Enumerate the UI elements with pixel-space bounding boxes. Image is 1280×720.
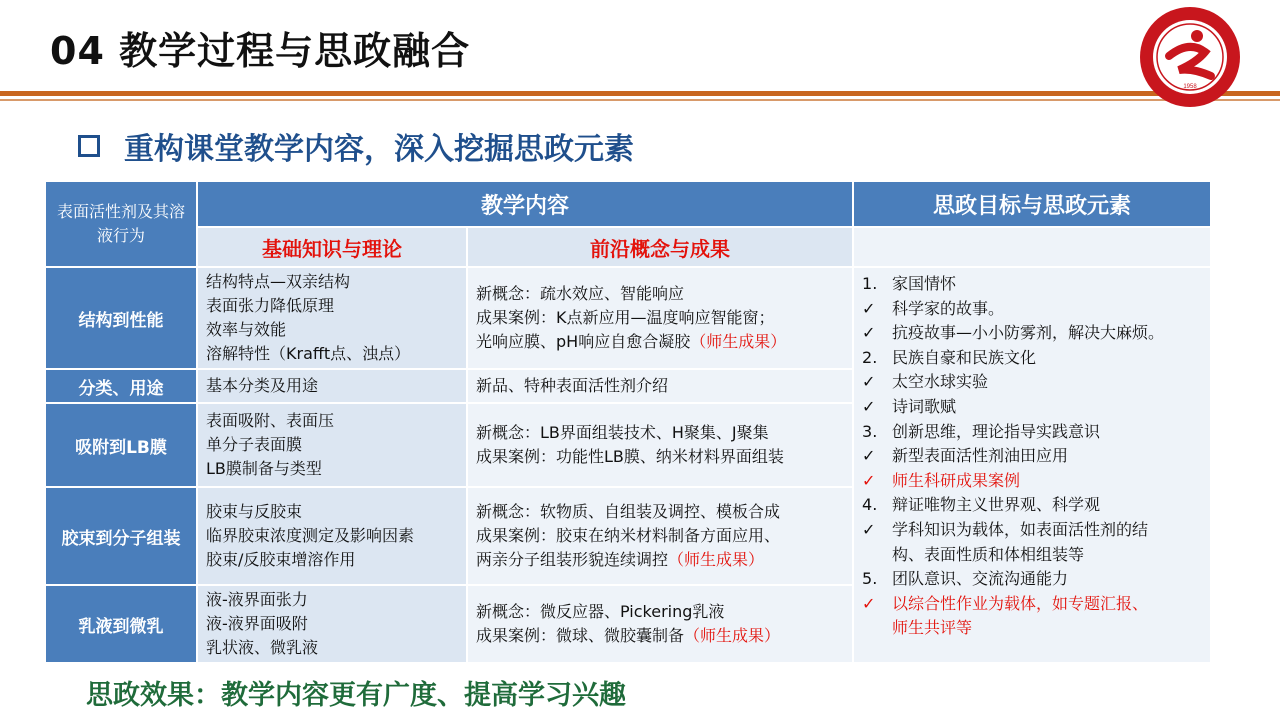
frontier-cell bbox=[467, 267, 853, 369]
frontier-text: 新概念：软物质、自组装及调控、模板合成 bbox=[476, 502, 781, 521]
goal-item bbox=[862, 395, 1202, 420]
goal-item bbox=[862, 444, 1202, 469]
goal-header: 思政目标与思政元素 bbox=[853, 181, 1211, 227]
check-icon: ✓ bbox=[862, 396, 876, 416]
frontier-line bbox=[476, 330, 844, 354]
frontier-cell bbox=[467, 487, 853, 585]
goal-item bbox=[862, 592, 1202, 617]
corner-header: 表面活性剂及其溶液行为 bbox=[45, 181, 197, 267]
goal-text: 以综合性作业为载体，如专题汇报、 bbox=[892, 593, 1149, 613]
title-divider-thin bbox=[0, 99, 1280, 101]
goal-item bbox=[862, 616, 1202, 641]
frontier-cell bbox=[467, 585, 853, 663]
svg-text:1958: 1958 bbox=[1183, 84, 1197, 90]
section-subtitle bbox=[78, 124, 634, 168]
basic-knowledge-cell bbox=[197, 267, 467, 369]
achievement-tag: （师生成果） bbox=[684, 626, 781, 645]
basic-knowledge-line: 结构特点—双亲结构 bbox=[206, 272, 351, 291]
check-icon: ✓ bbox=[862, 323, 876, 343]
basic-knowledge-line: 效率与效能 bbox=[206, 320, 287, 339]
frontier-line bbox=[476, 548, 844, 572]
frontier-line bbox=[476, 500, 844, 524]
goal-text: 团队意识、交流沟通能力 bbox=[892, 569, 1069, 589]
check-icon: ✓ bbox=[862, 372, 876, 392]
goal-text: 民族自豪和民族文化 bbox=[892, 347, 1037, 367]
goal-text: 抗疫故事—小小防雾剂，解决大麻烦。 bbox=[892, 323, 1165, 343]
goal-item bbox=[862, 420, 1202, 445]
goal-text: 太空水球实验 bbox=[892, 372, 989, 392]
basic-knowledge-line: 单分子表面膜 bbox=[206, 435, 303, 454]
goal-item bbox=[862, 493, 1202, 518]
square-bullet-icon bbox=[78, 135, 100, 157]
frontier-cell bbox=[467, 403, 853, 487]
frontier-text: 成果案例：胶束在纳米材料制备方面应用、 bbox=[476, 526, 781, 545]
goal-item bbox=[862, 469, 1202, 494]
goal-text: 构、表面性质和体相组装等 bbox=[892, 544, 1085, 564]
goal-item bbox=[862, 272, 1202, 297]
frontier-line bbox=[476, 306, 844, 330]
content-header: 教学内容 bbox=[197, 181, 853, 227]
frontier-text: 新概念：微反应器、Pickering乳液 bbox=[476, 602, 725, 621]
row-label: 胶束到分子组装 bbox=[45, 487, 197, 585]
goal-item bbox=[862, 543, 1202, 568]
check-icon: ✓ bbox=[862, 446, 876, 466]
frontier-text: 成果案例：微球、微胶囊制备 bbox=[476, 626, 685, 645]
frontier-text: 光响应膜、pH响应自愈合凝胶 bbox=[476, 332, 691, 351]
goal-text: 新型表面活性剂油田应用 bbox=[892, 446, 1069, 466]
check-icon: ✓ bbox=[862, 298, 876, 318]
check-icon: ✓ bbox=[862, 470, 876, 490]
frontier-line bbox=[476, 600, 844, 624]
goal-marker: 4. bbox=[862, 495, 878, 515]
goal-item bbox=[862, 321, 1202, 346]
basic-knowledge-line: 临界胶束浓度测定及影响因素 bbox=[206, 526, 415, 545]
basic-knowledge-cell bbox=[197, 369, 467, 403]
achievement-tag: （师生成果） bbox=[668, 550, 765, 569]
goal-item bbox=[862, 346, 1202, 371]
basic-header: 基础知识与理论 bbox=[197, 227, 467, 267]
subtitle-text: 重构课堂教学内容，深入挖掘思政元素 bbox=[124, 132, 634, 167]
basic-knowledge-cell bbox=[197, 403, 467, 487]
row-label: 乳液到微乳 bbox=[45, 585, 197, 663]
goal-marker: 2. bbox=[862, 347, 878, 367]
basic-knowledge-line: 表面吸附、表面压 bbox=[206, 411, 335, 430]
goal-text: 家国情怀 bbox=[892, 274, 957, 293]
frontier-header: 前沿概念与成果 bbox=[467, 227, 853, 267]
frontier-line bbox=[476, 524, 844, 548]
achievement-tag: （师生成果） bbox=[690, 332, 787, 351]
title-divider bbox=[0, 91, 1280, 96]
goal-item bbox=[862, 567, 1202, 592]
goal-item bbox=[862, 370, 1202, 395]
basic-knowledge-line: 液-液界面吸附 bbox=[206, 614, 308, 633]
basic-knowledge-cell bbox=[197, 487, 467, 585]
goal-text: 科学家的故事。 bbox=[892, 298, 1005, 318]
goal-marker: 1. bbox=[862, 274, 878, 293]
basic-knowledge-line: 乳状液、微乳液 bbox=[206, 638, 319, 657]
goals-cell bbox=[853, 267, 1211, 663]
check-icon: ✓ bbox=[862, 593, 876, 613]
frontier-text: 新概念：疏水效应、智能响应 bbox=[476, 284, 685, 303]
goal-marker: 5. bbox=[862, 569, 878, 589]
frontier-cell bbox=[467, 369, 853, 403]
frontier-text: 成果案例：K点新应用—温度响应智能窗； bbox=[476, 308, 775, 327]
basic-knowledge-line: 基本分类及用途 bbox=[206, 376, 319, 395]
basic-knowledge-line: 液-液界面张力 bbox=[206, 590, 308, 609]
frontier-line bbox=[476, 282, 844, 306]
frontier-text: 新品、特种表面活性剂介绍 bbox=[476, 376, 669, 395]
table-row bbox=[45, 267, 1211, 369]
goal-item bbox=[862, 297, 1202, 322]
goal-marker: 3. bbox=[862, 421, 878, 441]
goal-item bbox=[862, 518, 1202, 543]
goal-text: 学科知识为载体，如表面活性剂的结 bbox=[892, 519, 1149, 539]
basic-knowledge-line: 表面张力降低原理 bbox=[206, 296, 335, 315]
goal-text: 师生共评等 bbox=[892, 618, 973, 638]
check-icon: ✓ bbox=[862, 519, 876, 539]
row-label: 结构到性能 bbox=[45, 267, 197, 369]
goal-text: 诗词歌赋 bbox=[892, 396, 957, 416]
frontier-text: 成果案例：功能性LB膜、纳米材料界面组装 bbox=[476, 447, 784, 466]
basic-knowledge-line: 胶束/反胶束增溶作用 bbox=[206, 550, 356, 569]
goal-marker bbox=[862, 616, 892, 641]
frontier-text: 新概念：LB界面组装技术、H聚集、J聚集 bbox=[476, 423, 769, 442]
effect-statement: 思政效果：教学内容更有广度、提高学习兴趣 bbox=[86, 680, 626, 711]
goal-text: 辩证唯物主义世界观、科学观 bbox=[892, 495, 1101, 515]
goal-marker bbox=[862, 543, 892, 568]
row-label: 分类、用途 bbox=[45, 369, 197, 403]
row-label: 吸附到LB膜 bbox=[45, 403, 197, 487]
page-title: 04 教学过程与思政融合 bbox=[50, 29, 471, 73]
frontier-text: 两亲分子组装形貌连续调控 bbox=[476, 550, 669, 569]
basic-knowledge-line: LB膜制备与类型 bbox=[206, 459, 322, 478]
frontier-line bbox=[476, 624, 844, 648]
frontier-line bbox=[476, 421, 844, 445]
goal-text: 师生科研成果案例 bbox=[892, 470, 1021, 490]
basic-knowledge-line: 溶解特性（Krafft点、浊点） bbox=[206, 344, 411, 363]
content-table bbox=[44, 180, 1212, 664]
basic-knowledge-cell bbox=[197, 585, 467, 663]
goal-text: 创新思维，理论指导实践意识 bbox=[892, 421, 1101, 441]
basic-knowledge-line: 胶束与反胶束 bbox=[206, 502, 303, 521]
frontier-line bbox=[476, 374, 844, 398]
university-logo bbox=[1127, 4, 1253, 110]
goal-subheader-empty bbox=[853, 227, 1211, 267]
frontier-line bbox=[476, 445, 844, 469]
